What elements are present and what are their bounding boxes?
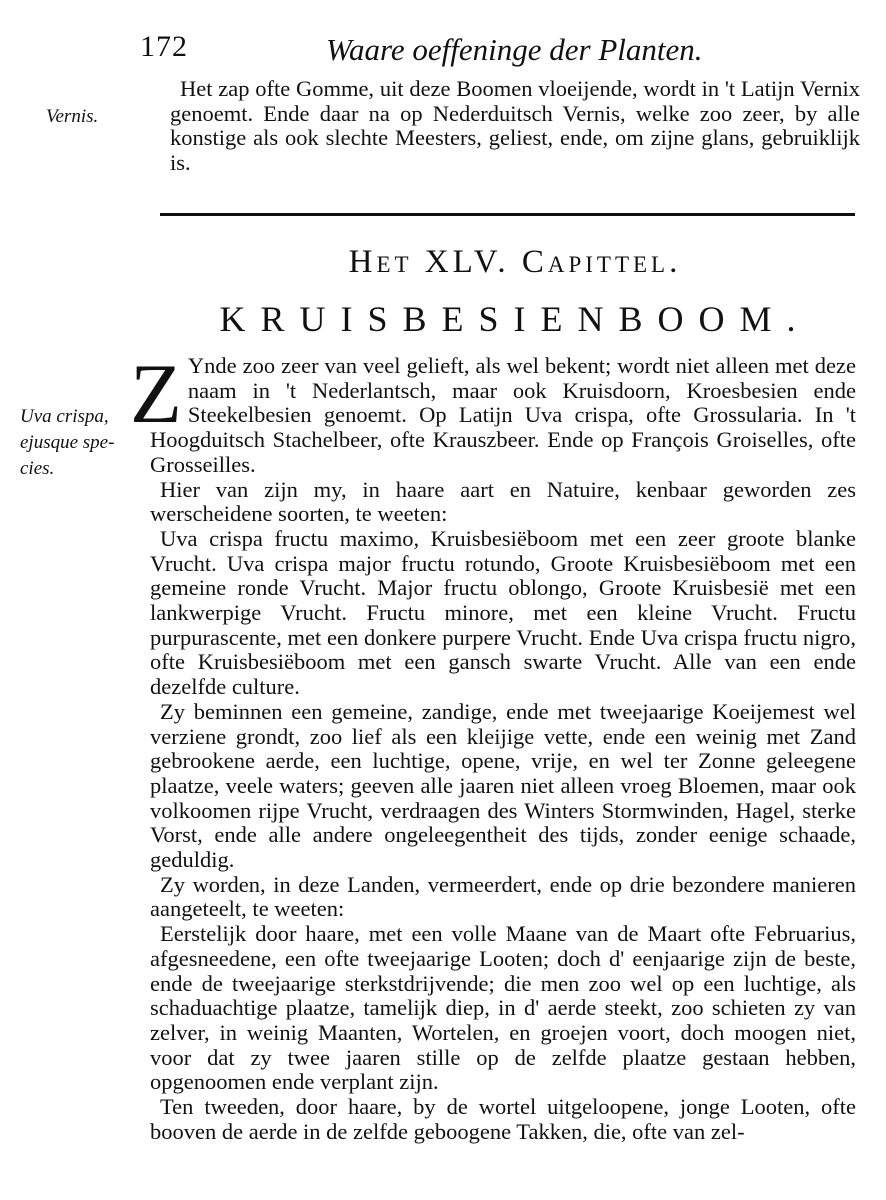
margin-note-vernis: Vernis.: [46, 106, 99, 127]
body-paragraph-2: Hier van zijn my, in haare aart en Natuire, kenbaar geworden zes werscheidene soorten, te weeten:: [150, 476, 856, 527]
page-header: [140, 30, 736, 74]
page-number: 172: [140, 30, 188, 63]
chapter-body: [130, 347, 856, 1145]
chapter-heading: Het XLV. Capittel.: [348, 244, 682, 280]
drop-cap: Z: [130, 347, 182, 441]
body-paragraph-6: Eerstelijk door haare, met een volle Maane van de Maart ofte Februarius, afgesneedene, een ofte tweejaarige Looten; doch d' eenjaarige zijn de beste, ende de tweejaarige sterkstdrijvende; die men zoo wel op een luchtige, als schaduachtige plaatze, tamelijk diep, in d' aerde steekt, zoo schieten zy van zelver, in weinig Maanten, Wortelen, en groejen voort, doch moogen niet, voor dat zy twee jaaren stille op de zelfde plaatze gestaan hebben, opgenoomen ende verplant zijn.: [150, 921, 856, 1095]
margin-note-uva-crispa: Uva crispa, ejusque spe- cies.: [20, 406, 115, 479]
body-paragraph-3: Uva crispa fructu maximo, Kruisbesiëboom met een zeer groote blanke Vrucht. Uva crispa major fructu rotundo, Groote Kruisbesiëboom met een gemeine ronde Vrucht. Major fructu oblongo, Groote Kruisbesië met een lankwerpige Vrucht. Fructu minore, met een kleine Vrucht. Fructu purpurascente, met een donkere purpere Vrucht. Ende Uva crispa fructu nigro, ofte Kruisbesiëboom met een gansch swarte Vrucht. Alle van een ende dezelfde culture.: [150, 525, 856, 700]
body-paragraph-5: Zy worden, in deze Landen, vermeerdert, ende op drie bezondere manieren aangeteelt, te weeten:: [150, 871, 856, 922]
chapter-title: KRUISBESIENBOOM.: [219, 299, 811, 339]
intro-paragraph-block: [170, 77, 860, 176]
section-divider: [160, 213, 855, 216]
intro-paragraph: Het zap ofte Gomme, uit deze Boomen vloeijende, wordt in 't Latijn Vernix genoemt. Ende daar na op Nederduitsch Vernis, welke zoo zeer, by alle konstige als ook slechte Meesters, geliest, ende, om zijne glans, gebruiklijk is.: [170, 76, 860, 176]
running-title: Waare oeffeninge der Planten.: [326, 32, 703, 67]
body-paragraph-1: Z Ynde zoo zeer van veel gelieft, als wel bekent; wordt niet alleen met deze naam in 't Nederlantsch, maar ook Kruisdoorn, Kroesbesien ende Steekelbesien genoemt. Op Latijn Uva crispa, ofte Grossularia. In 't Hoogduitsch Stachelbeer, ofte Krauszbeer. Ende op François Groiselles, ofte Grosseilles.: [130, 347, 856, 477]
body-paragraph-7: Ten tweeden, door haare, by de wortel uitgeloopene, jonge Looten, ofte booven de aerde in de zelfde geboogene Takken, die, ofte van zel-: [150, 1094, 856, 1144]
body-paragraph-4: Zy beminnen een gemeine, zandige, ende met tweejaarige Koeijemest wel verziene grondt, zoo lief als een kleijige vette, ende een weinig met Zand gebrookene aerde, een luchtige, opene, vrije, en wel ter Zonne geleegene plaatze, veele waters; geeven alle jaaren niet alleen vroeg Bloemen, maar ook volkoomen rijpe Vrucht, verdraagen des Winters Stormwinden, Hagel, sterke Vorst, ende alle andere ongeleegentheit des tijds, zonder eenige schaade, geduldig.: [150, 698, 856, 873]
